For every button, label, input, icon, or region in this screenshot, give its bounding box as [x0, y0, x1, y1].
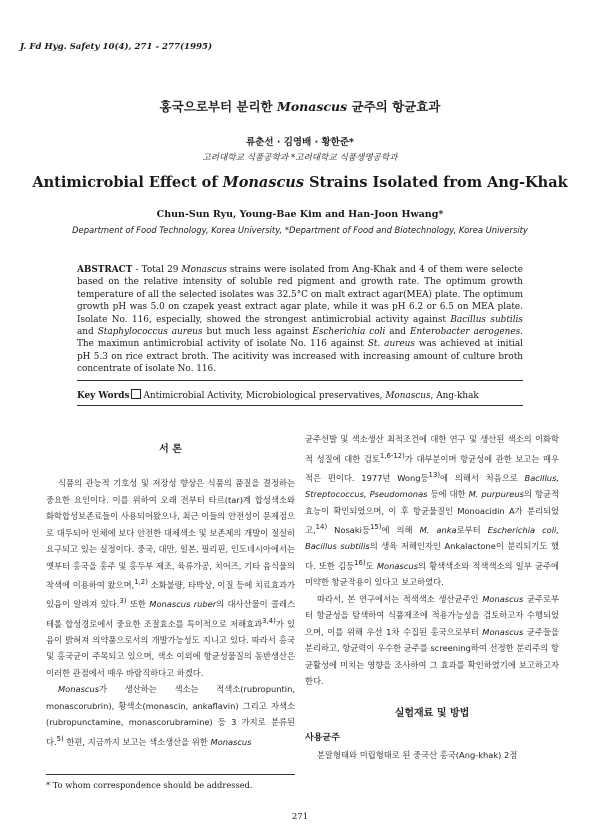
introduction-heading: 서 론: [159, 444, 182, 455]
methods-paragraph-1: 분말형태와 미립형태로 된 중국산 홍국(Ang-khak) 2점: [317, 749, 518, 760]
intro-paragraph-1: 식품의 관능적 기호성 및 저장성 향상은 식품의 품질을 결정하는 중요한 요인이다. 이를 위하여 오래 전부터 타르(tar)계 합성색소와 화학합성보존료들이 사용되어왔으나, 최근 이들의 안전성이 문제점으로 대두되어 인체에 보다 안전한 대체색소 및 보존제의 개발이 절실히 요구되고 있는 실정이다. 중국, 대만, 일본, 필리핀, 인도네시아에서는 옛부터 홍국을 홍주 및 홍두부 제조, 육류가공, 치어즈, 기타 음식물의 착색에 이용하여 왔으며,$^{1,2)}$ 소화불량, 타박상, 이질 등에 치료효과가 있음이 알려져 있다.$^{3)}$ 또한 Monascus ruber의 대사산물이 콜레스테롤 합성경로에서 중요한 조절효소를 특이적으로 저해효과$^{3,4)}$가 있음이 밝혀져 의약품으로서의 개발가능성도 지니고 있다. 따라서 홍국 및 홍국균이 주목되고 있으며, 색소 이외에 항균성물질의 동반생산은 이러한 관점에서 매우 바람직하다고 하겠다.: [46, 478, 295, 678]
journal-citation: J. Fd Hyg. Safety 10(4), 271 - 277(1995): [20, 42, 213, 52]
korean-authors: 류춘선 · 김영배 · 황한준*: [245, 137, 354, 148]
keywords-top-rule: [77, 380, 523, 381]
footnote-rule: [46, 774, 295, 775]
keywords-label: Key Words: [77, 391, 130, 401]
right-column: [305, 431, 559, 763]
footnote: * To whom correspondence should be addressed.: [46, 780, 253, 790]
intro-paragraph-2: Monascus가 생산하는 색소는 적색소(rubropuntin, monascorubrin), 황색소(monascin, ankaflavin) 그리고 자색소(rubropunctamine, monascorubramine) 등 3 가지로 분류된다.$^{5)}$ 한편, 지금까지 보고는 색소생산을 위한 Monascus: [46, 684, 295, 747]
page-number: 271: [291, 812, 309, 822]
english-authors: Chun-Sun Ryu, Young-Bae Kim and Han-Joon Hwang*: [156, 209, 444, 220]
keywords: Key Words Antimicrobial Activity, Microbiological preservatives, Monascus, Ang-khak: [77, 391, 479, 401]
english-affiliation: Department of Food Technology, Korea University, *Department of Food and Biotechnology, Korea University: [72, 225, 528, 235]
korean-affiliation: 고려대학교 식품공학과 *고려대학교 식품생명공학과: [202, 153, 398, 163]
methods-heading: 실험재료 및 방법: [394, 707, 470, 719]
intro-paragraph-3: 균주선발 및 색소생산 최적조건에 대한 연구 및 생산된 색소의 이화학적 성질에 대한 검토$^{1,6-12)}$가 대부분이며 항균성에 관한 보고는 매우 적은 편이다. 1977년 Wong등$^{13)}$에 의해서 처음으로 Bacillus, Streptococcus, Pseudomonas 등에 대한 M. purpureus의 항균적 효능이 확인되었으며, 이 후 항균물질인 Monoacidin A가 분리되었고,$^{14)}$ Nosaki등$^{15)}$에 의해 M. anka로부터 Escherichia coli, Bacillus subtilis의 생육 저해인자인 Ankalactone이 분리되기도 했다. 또한 김등$^{16)}$도 Monascus의 황색색소와 적색색소의 일부 균주에 미약한 항균작용이 있다고 보고하였다.: [305, 434, 560, 588]
english-title: Antimicrobial Effect of Monascus Strains Isolated from Ang-Khak: [32, 174, 568, 191]
strains-subheading: 사용균주: [305, 733, 340, 744]
checkbox-icon: [131, 389, 141, 399]
intro-paragraph-4: 따라서, 본 연구에서는 적색색소 생산균주인 Monascus 균주로부터 항균성을 탐색하여 식품제조에 적용가능성을 검토하고자 수행되었으며, 이를 위해 우선 1차 수집된 홍국으로부터 Monascus 균주들을 분리하고, 항균력이 우수한 균주를 screening하여 선정한 분리주의 항균활성에 미치는 영향을 조사하여 그 효과를 확인하였기에 보고하고자 한다.: [305, 593, 560, 687]
left-column: [46, 475, 295, 750]
keywords-bottom-rule: [77, 405, 523, 406]
abstract-label: ABSTRACT: [77, 265, 133, 275]
abstract: ABSTRACT - Total 29 Monascus strains were isolated from Ang-Khak and 4 of them were selecte based on the relative intensity of soluble red pigment and growth rate. The optimum growth temperature of all the selected isolates was 32.5°C on malt extract agar(MEA) plate. The optimum growth pH was 5.0 on czapek yeast extract agar plate, while it was pH 6.2 or 6.5 on MEA plate. Isolate No. 116, especially, showed the strongest antimicrobial activity against Bacillus subtilis and Staphylococcus aureus but much less against Escherichia coli and Enterobacter aerogenes. The maximun antimicrobial activity of isolate No. 116 against St. aureus was achieved at initial pH 5.3 on rice extract broth. The acitivity was increased with increasing amount of culture broth concentrate of isolate No. 116.: [77, 265, 524, 375]
korean-title: 홍국으로부터 분리한 Monascus 균주의 항균효과: [159, 99, 441, 114]
